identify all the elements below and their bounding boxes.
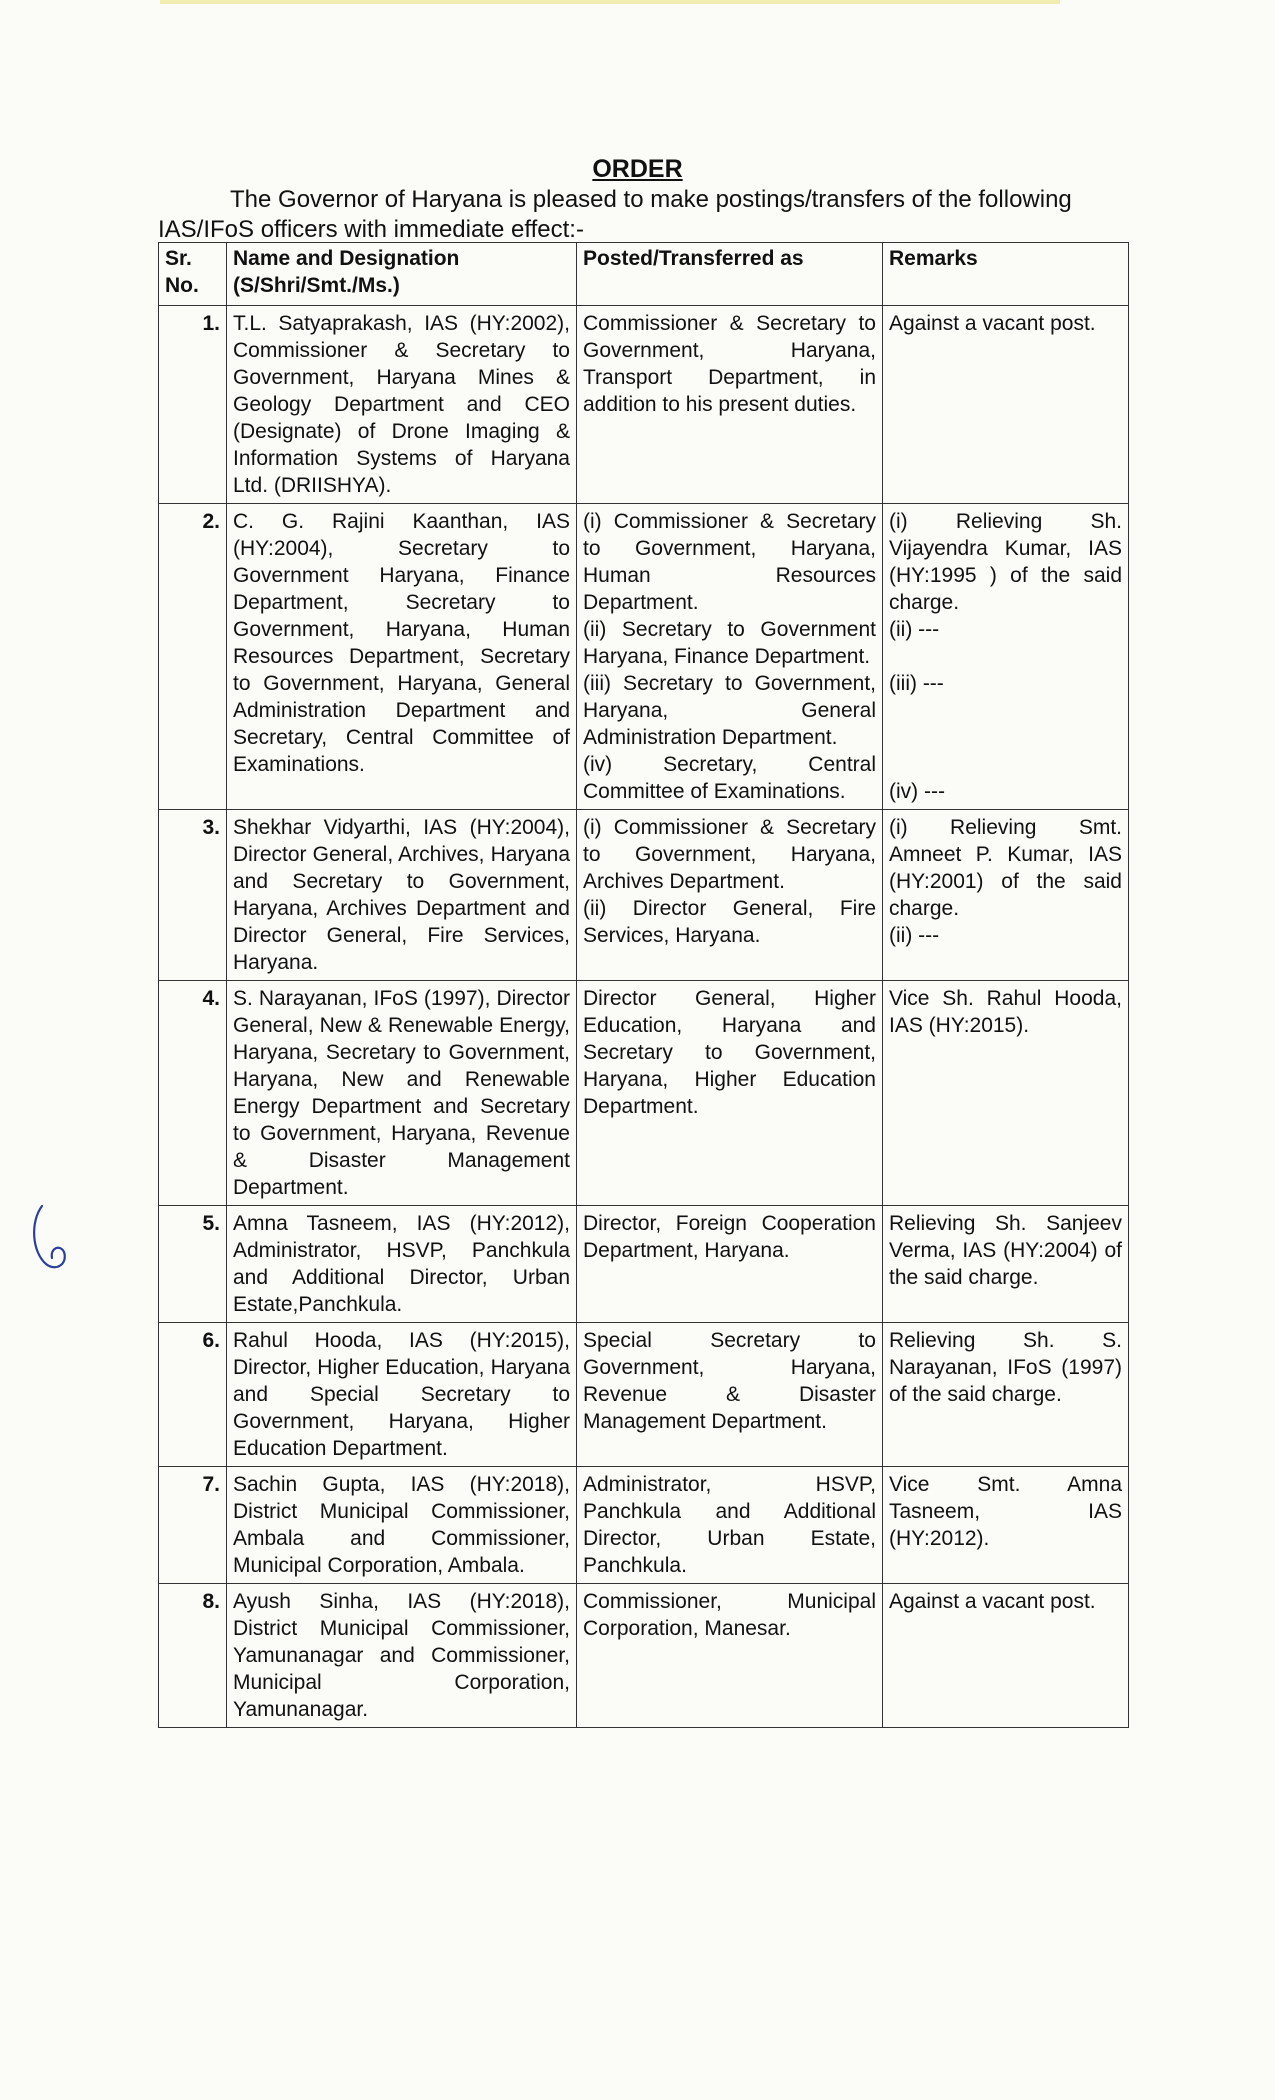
posted-line: (i) Commissioner & Secretary to Government, Haryana, Archives Department. (583, 816, 876, 893)
remarks-line: (ii) --- (889, 924, 940, 947)
header-name-designation: Name and Designation (S/Shri/Smt./Ms.) (227, 243, 577, 306)
table-row (159, 810, 1129, 981)
row-name-designation: Rahul Hooda, IAS (HY:2015), Director, Higher Education, Haryana and Special Secretary to Government, Haryana, Higher Education Department. (227, 1323, 577, 1467)
remarks-line: (ii) --- (889, 618, 940, 641)
posted-line: (ii) Secretary to Government Haryana, Finance Department. (583, 618, 876, 668)
remarks-line: Vice Sh. Rahul Hooda, IAS (HY:2015). (889, 987, 1122, 1037)
remarks-line: Vice Smt. Amna Tasneem, IAS (HY:2012). (889, 1473, 1122, 1550)
posted-line: (iii) Secretary to Government, Haryana, General Administration Department. (583, 672, 876, 749)
row-posted-as (577, 504, 883, 810)
remarks-line: Against a vacant post. (889, 312, 1096, 335)
row-remarks (883, 1206, 1129, 1323)
row-sr-no: 4. (159, 981, 227, 1206)
table-row (159, 1206, 1129, 1323)
row-sr-no: 1. (159, 306, 227, 504)
row-posted-as (577, 981, 883, 1206)
row-sr-no: 7. (159, 1467, 227, 1584)
row-name-designation: S. Narayanan, IFoS (1997), Director General, New & Renewable Energy, Haryana, Secretary to Government, Haryana, New and Renewable Energy Department and Secretary to Government, Haryana, Revenue & Disaster Management Department. (227, 981, 577, 1206)
order-intro-text: The Governor of Haryana is pleased to make postings/transfers of the following IAS/IFoS officers with immediate effect:- (158, 186, 1072, 243)
table-row (159, 1467, 1129, 1584)
row-sr-no: 5. (159, 1206, 227, 1323)
handwritten-page-mark (28, 1200, 78, 1280)
row-name-designation: Shekhar Vidyarthi, IAS (HY:2004), Director General, Archives, Haryana and Secretary to Government, Haryana, Archives Department and Director General, Fire Services, Haryana. (227, 810, 577, 981)
row-remarks (883, 1323, 1129, 1467)
posted-line: (i) Commissioner & Secretary to Government, Haryana, Human Resources Department. (583, 510, 876, 614)
row-remarks (883, 1584, 1129, 1728)
remarks-line: Against a vacant post. (889, 1590, 1096, 1613)
table-row (159, 504, 1129, 810)
row-name-designation: Ayush Sinha, IAS (HY:2018), District Municipal Commissioner, Yamunanagar and Commissioner, Municipal Corporation, Yamunanagar. (227, 1584, 577, 1728)
posted-line: (ii) Director General, Fire Services, Haryana. (583, 897, 876, 947)
remarks-line: Relieving Sh. Sanjeev Verma, IAS (HY:2004) of the said charge. (889, 1212, 1122, 1289)
header-remarks: Remarks (883, 243, 1129, 306)
postings-table (158, 242, 1129, 1728)
row-sr-no: 8. (159, 1584, 227, 1728)
order-intro (158, 185, 1123, 245)
posted-line: Special Secretary to Government, Haryana, Revenue & Disaster Management Department. (583, 1329, 876, 1433)
row-remarks (883, 504, 1129, 810)
table-row (159, 306, 1129, 504)
row-remarks (883, 306, 1129, 504)
posted-line: Commissioner & Secretary to Government, Haryana, Transport Department, in addition to his present duties. (583, 312, 876, 416)
row-sr-no: 3. (159, 810, 227, 981)
row-posted-as (577, 1467, 883, 1584)
row-sr-no: 6. (159, 1323, 227, 1467)
row-remarks (883, 981, 1129, 1206)
row-posted-as (577, 1584, 883, 1728)
remarks-line: (iv) --- (889, 780, 945, 803)
table-row (159, 981, 1129, 1206)
row-name-designation: Amna Tasneem, IAS (HY:2012), Administrator, HSVP, Panchkula and Additional Director, Urban Estate,Panchkula. (227, 1206, 577, 1323)
header-sr-no: Sr. No. (159, 243, 227, 306)
posted-line: Director General, Higher Education, Haryana and Secretary to Government, Haryana, Higher Education Department. (583, 987, 876, 1118)
table-row (159, 1323, 1129, 1467)
page-top-edge (160, 0, 1060, 4)
header-posted-as: Posted/Transferred as (577, 243, 883, 306)
posted-line: Administrator, HSVP, Panchkula and Additional Director, Urban Estate, Panchkula. (583, 1473, 876, 1577)
table-row (159, 1584, 1129, 1728)
row-posted-as (577, 1206, 883, 1323)
row-posted-as (577, 1323, 883, 1467)
row-posted-as (577, 810, 883, 981)
row-name-designation: T.L. Satyaprakash, IAS (HY:2002), Commissioner & Secretary to Government, Haryana Mines & Geology Department and CEO (Designate) of Drone Imaging & Information Systems of Haryana Ltd. (DRIISHYA). (227, 306, 577, 504)
row-remarks (883, 810, 1129, 981)
row-remarks (883, 1467, 1129, 1584)
row-posted-as (577, 306, 883, 504)
posted-line: Commissioner, Municipal Corporation, Manesar. (583, 1590, 876, 1640)
remarks-line: (i) Relieving Sh. Vijayendra Kumar, IAS (HY:1995 ) of the said charge. (889, 510, 1122, 614)
remarks-line: (i) Relieving Smt. Amneet P. Kumar, IAS (HY:2001) of the said charge. (889, 816, 1122, 920)
table-header-row (159, 243, 1129, 306)
posted-line: (iv) Secretary, Central Committee of Examinations. (583, 753, 876, 803)
row-sr-no: 2. (159, 504, 227, 810)
remarks-line: (iii) --- (889, 672, 944, 695)
posted-line: Director, Foreign Cooperation Department, Haryana. (583, 1212, 876, 1262)
row-name-designation: Sachin Gupta, IAS (HY:2018), District Municipal Commissioner, Ambala and Commissioner, Municipal Corporation, Ambala. (227, 1467, 577, 1584)
row-name-designation: C. G. Rajini Kaanthan, IAS (HY:2004), Secretary to Government Haryana, Finance Department, Secretary to Government, Haryana, Human Resources Department, Secretary to Government, Haryana, General Administration Department and Secretary, Central Committee of Examinations. (227, 504, 577, 810)
order-heading: ORDER (592, 155, 683, 183)
remarks-line: Relieving Sh. S. Narayanan, IFoS (1997) of the said charge. (889, 1329, 1122, 1406)
